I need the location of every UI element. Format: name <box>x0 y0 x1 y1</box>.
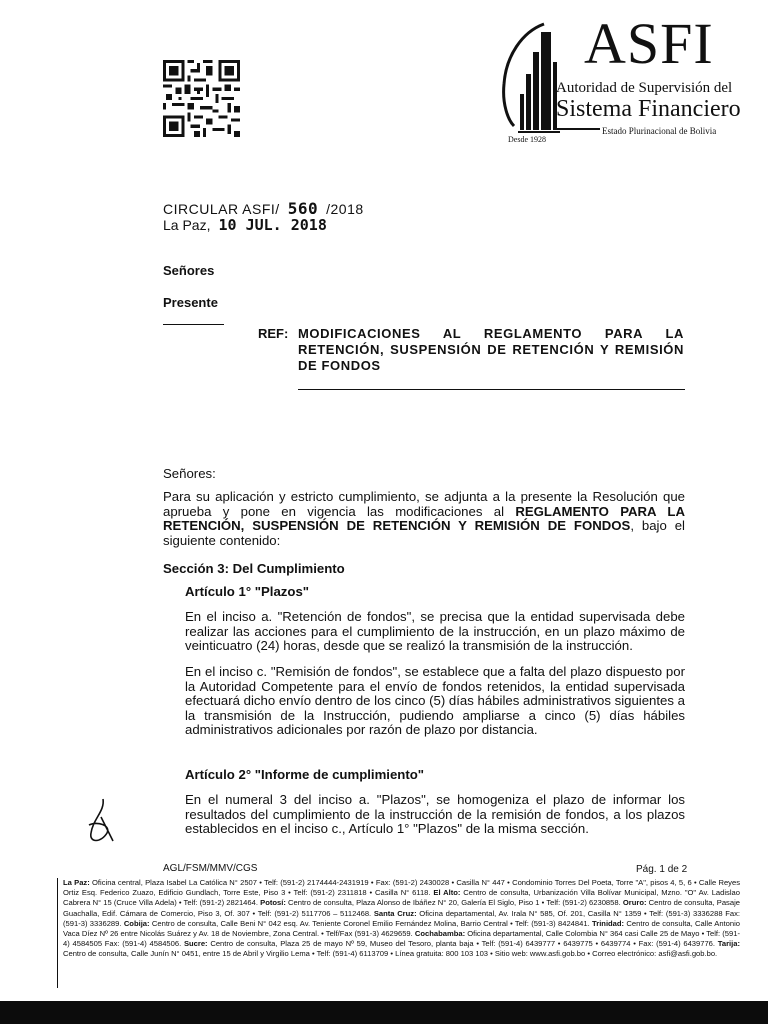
footer-address: Centro de consulta, Calle Beni N° 042 esq. Av. Teniente Coronel Emilio Fernández Molina, Barrio Central • Telf: (591-3) 8424841. <box>149 918 593 928</box>
salutation-presente: Presente <box>163 295 218 310</box>
footer-address: Centro de consulta, Calle Antonio Vaca Díez Nº 26 entre Nicolás Suárez y Av. 18 de Noviembre, Zona Central. • Telf/Fax (591-3) 4629659. <box>63 918 741 939</box>
section-title: Sección 3: Del Cumplimiento <box>163 561 345 576</box>
initials: AGL/FSM/MMV/CGS <box>163 863 258 874</box>
logo-since: Desde 1928 <box>508 135 546 144</box>
logo-line-1: Autoridad de Supervisión del <box>556 80 733 96</box>
footer-city: El Alto: <box>433 888 461 898</box>
article-1-paragraph-2: En el inciso c. "Remisión de fondos", se establece que a falta del plazo dispuesto por la Autoridad Competente para el envío de fondos retenidos, la entidad supervisada efectuará dicho envío dentro de los cinco (5) días hábiles administrativos siguientes a la transmisión de la Instrucción, pudiendo ampliarse a cinco (5) días hábiles administrativos adicionales por razón de plazo por distancia. <box>185 664 685 738</box>
logo-line-2: Sistema Financiero <box>556 96 741 122</box>
ref-label: REF: <box>258 326 289 341</box>
intro-text-2: , bajo el siguiente contenido: <box>163 518 685 548</box>
footer-city: Trinidad: <box>592 918 625 928</box>
intro-text-1: Para su aplicación y estricto cumplimiento, se adjunta a la presente la Resolución que aprueba y pone en vigencia las modificaciones al <box>163 489 685 519</box>
footer-city: La Paz: <box>63 878 90 887</box>
footer-city: Santa Cruz: <box>373 908 417 918</box>
footer-city: Potosí: <box>260 898 286 908</box>
presente-underline <box>163 324 224 325</box>
article-2-title: Artículo 2° "Informe de cumplimiento" <box>185 767 425 782</box>
logo-divider <box>556 128 600 130</box>
circular-prefix: CIRCULAR ASFI/ <box>163 201 280 217</box>
logo-line-3: Estado Plurinacional de Bolivia <box>602 126 717 136</box>
footer-addresses <box>63 878 740 960</box>
footer-address: Oficina central, Plaza Isabel La Católica N° 2507 • Telf: (591-2) 2174444-2431919 • Fax: (591-2) 2430028 • Casilla N° 447 • Condominio Torres Del Poeta, Torre "A", pisos 4, 5, 6 • Calle Reyes Ortiz Esq. Federico Zuazo, Edificio Gundlach, Torre Este, Piso 3 • Telf: (591-2) 2311818 • Casilla N° 6118. <box>63 878 740 898</box>
article-1-title: Artículo 1° "Plazos" <box>185 584 310 599</box>
footer-city: Cochabamba: <box>414 929 466 939</box>
qr-code <box>163 60 240 137</box>
footer-address: Oficina departamental, Calle Colombia N° 364 casi Calle 25 de Mayo • Telf: (591-4) 4584505 Fax: (591-4) 4584506. <box>63 929 740 949</box>
intro-paragraph <box>163 490 685 548</box>
footer-address: Centro de consulta, Urbanización Villa Bolívar Municipal, Mzno. "O" Av. Ladislao Cabrera N° 15 (Cruce Villa Adela) • Telf: (591-2) 2821464. <box>63 888 740 908</box>
article-1-paragraph-1: En el inciso a. "Retención de fondos", se precisa que la entidad supervisada debe realizar las acciones para el cumplimiento de la instrucción, en un plazo máximo de veinticuatro (24) horas, desde que se realizó la transmisión de la instrucción. <box>185 609 685 654</box>
greeting: Señores: <box>163 466 216 481</box>
signature-mark-icon <box>83 797 123 847</box>
footer-city: Oruro: <box>622 898 647 908</box>
page-number: Pág. 1 de 2 <box>636 864 688 875</box>
scan-edge-bar <box>0 1001 768 1024</box>
date-stamp: 10 JUL. 2018 <box>218 216 327 234</box>
city: La Paz, <box>163 217 211 233</box>
ref-underline <box>298 389 685 390</box>
article-2-paragraph-1: En el numeral 3 del inciso a. "Plazos", se homogeniza el plazo de informar los resultados del cumplimiento de la instrucción de la remisión de fondos, a los plazos establecidos en el inciso c., Artículo 1° "Plazos" de la misma sección. <box>185 792 685 837</box>
salutation-senores: Señores <box>163 263 215 278</box>
intro-bold-text: REGLAMENTO PARA LA RETENCIÓN, SUSPENSIÓN DE RETENCIÓN Y REMISIÓN DE FONDOS <box>163 503 685 534</box>
footer-city: Tarija: <box>717 939 740 949</box>
footer-address: Centro de consulta, Calle Junín N° 0451, entre 15 de Abril y Virgilio Lema • Telf: (591-4) 6113709 • Línea gratuita: 800 103 103 • Sitio web: www.asfi.gob.bo • Correo electrónico: asfi@asfi.gob.bo. <box>63 949 718 959</box>
place-date <box>163 216 327 234</box>
footer-address: Oficina departamental, Av. Irala N° 585, Of. 201, Casilla N° 1359 • Telf: (591-3) 3336288 Fax: (591-3) 3336289. <box>63 908 740 928</box>
footer-address: Centro de consulta, Plaza 25 de mayo Nº 59, Museo del Tesoro, planta baja • Telf: (591-4) 6439777 • 6439775 • 6439774 • Fax: (591-4) 6439776. <box>207 939 718 949</box>
footer-rule <box>57 878 58 988</box>
footer-address: Centro de consulta, Pasaje Guachalla, Edif. Cámara de Comercio, Piso 3, Of. 307 • Telf: (591-2) 5117706 – 5112468. <box>63 898 740 918</box>
circular-year: /2018 <box>326 201 364 217</box>
ref-subject: MODIFICACIONES AL REGLAMENTO PARA LA RETENCIÓN, SUSPENSIÓN DE RETENCIÓN Y REMISIÓN DE FONDOS <box>298 326 684 373</box>
asfi-logo-icon <box>500 22 560 140</box>
logo-name: ASFI <box>584 11 714 76</box>
footer-address: Centro de consulta, Plaza Alonso de Ibáñez N° 20, Galería El Siglo, Piso 1 • Telf: (591-2) 6230858. <box>285 898 623 908</box>
circular-stamp-number: 560 <box>287 199 319 218</box>
footer-city: Sucre: <box>183 939 208 949</box>
footer-city: Cobija: <box>123 918 150 928</box>
